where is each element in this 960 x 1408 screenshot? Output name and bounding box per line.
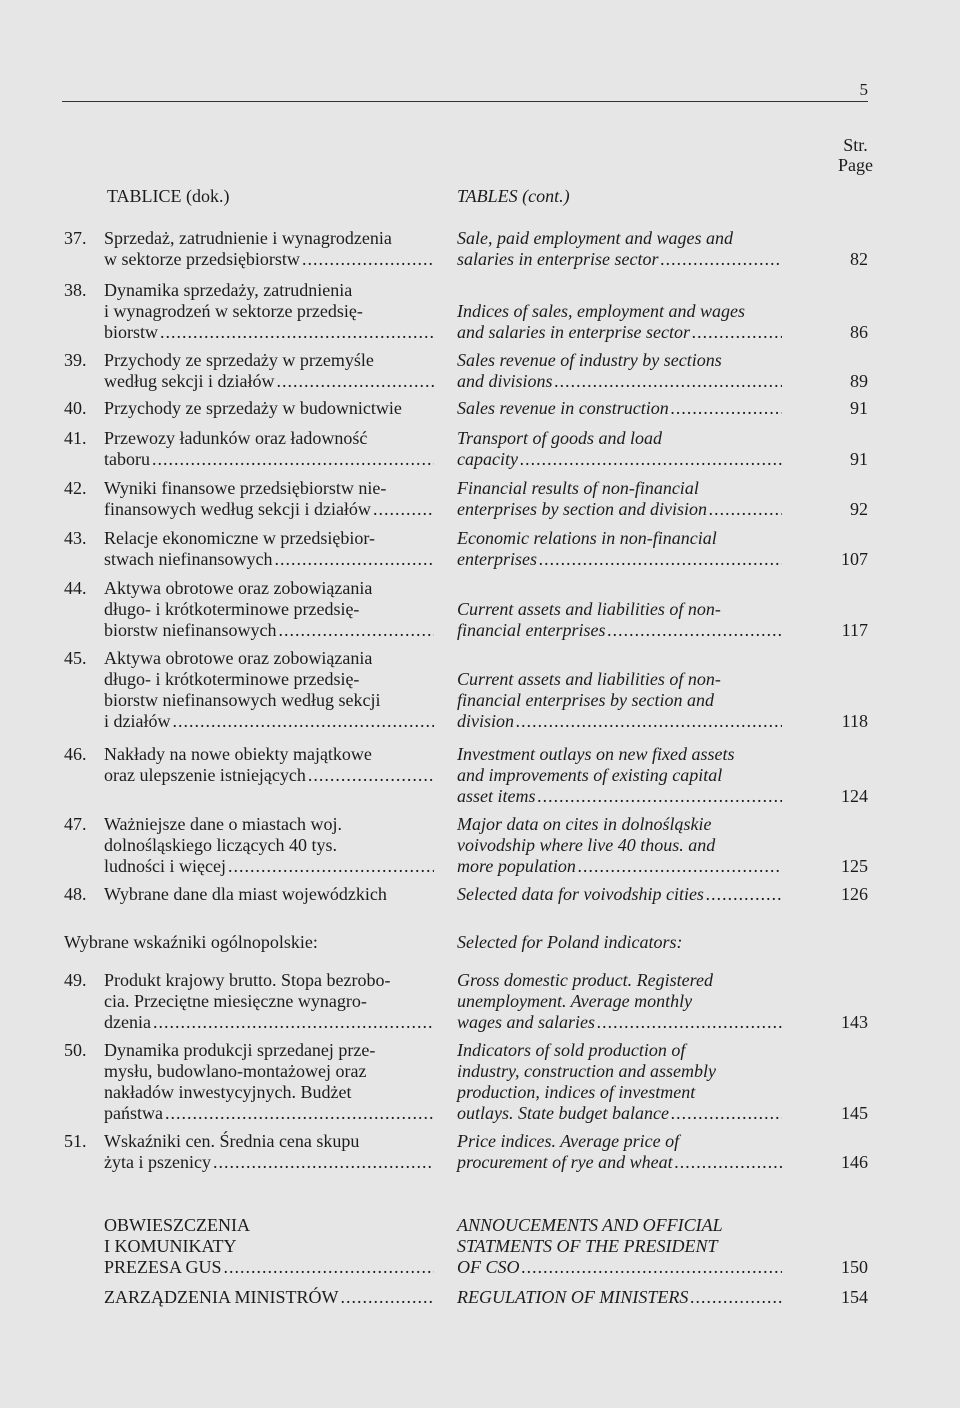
dot-leader xyxy=(671,1103,782,1124)
entry-page-number: 143 xyxy=(841,1012,868,1032)
entry-title-en-line: capacity xyxy=(457,449,518,469)
entry-title-en xyxy=(457,228,782,270)
entry-number: 51. xyxy=(64,1131,87,1151)
entry-title-en-line: Indicators of sold production of xyxy=(457,1040,686,1060)
entry-title-en-line: Current assets and liabilities of non- xyxy=(457,599,721,619)
entry-number: 39. xyxy=(64,350,87,370)
entry-title-pl-line: Wskaźniki cen. Średnia cena skupu xyxy=(104,1131,360,1151)
entry-title-pl xyxy=(104,1215,434,1278)
entry-title-pl xyxy=(104,578,434,641)
entry-title-en-line: Economic relations in non-financial xyxy=(457,528,717,548)
entry-title-en-line: enterprises xyxy=(457,549,537,569)
entry-title-pl-line: finansowych według sekcji i działów xyxy=(104,499,371,519)
entry-title-pl xyxy=(104,744,434,786)
entry-title-en-line: Gross domestic product. Registered xyxy=(457,970,713,990)
entry-title-pl-line: i wynagrodzeń w sektorze przedsię- xyxy=(104,301,363,321)
entry-title-pl-line: Aktywa obrotowe oraz zobowiązania xyxy=(104,578,373,598)
entry-title-en-line: financial enterprises xyxy=(457,620,606,640)
entry-title-en xyxy=(457,669,782,732)
entry-title-pl-line: nakładów inwestycyjnych. Budżet xyxy=(104,1082,352,1102)
header-rule xyxy=(62,101,868,102)
entry-page-number: 124 xyxy=(841,786,868,806)
entry-number: 46. xyxy=(64,744,87,764)
entry-page-number: 91 xyxy=(850,398,868,418)
entry-page-number: 154 xyxy=(841,1287,868,1307)
entry-title-en-line: STATMENTS OF THE PRESIDENT xyxy=(457,1236,718,1256)
dot-leader xyxy=(340,1287,434,1308)
entry-title-pl xyxy=(104,528,434,570)
entry-title-en-line: Price indices. Average price of xyxy=(457,1131,680,1151)
entry-title-en xyxy=(457,398,782,419)
entry-title-pl xyxy=(104,478,434,520)
entry-number: 42. xyxy=(64,478,87,498)
dot-leader xyxy=(520,449,782,470)
entry-title-pl xyxy=(104,398,434,419)
entry-title-pl-line: Ważniejsze dane o miastach woj. xyxy=(104,814,342,834)
entry-page-number: 126 xyxy=(841,884,868,904)
entry-title-pl xyxy=(104,350,434,392)
dot-leader xyxy=(302,249,434,270)
entry-title-pl-line: Przychody ze sprzedaży w przemyśle xyxy=(104,350,374,370)
dot-leader xyxy=(522,1257,783,1278)
entry-title-en xyxy=(457,1215,782,1278)
dot-leader xyxy=(274,549,434,570)
entry-page-number: 150 xyxy=(841,1257,868,1277)
entry-title-pl-line: Relacje ekonomiczne w przedsiębior- xyxy=(104,528,376,548)
entry-title-pl-line: długo- i krótkoterminowe przedsię- xyxy=(104,599,360,619)
entry-title-en xyxy=(457,884,782,905)
dot-leader xyxy=(160,322,434,343)
entry-title-pl xyxy=(104,1131,434,1173)
entry-number: 50. xyxy=(64,1040,87,1060)
entry-page-number: 82 xyxy=(850,249,868,269)
entry-title-en-line: ANNOUCEMENTS AND OFFICIAL xyxy=(457,1215,723,1235)
dot-leader xyxy=(607,620,782,641)
dot-leader xyxy=(539,549,782,570)
entry-title-en xyxy=(457,350,782,392)
dot-leader xyxy=(228,856,434,877)
entry-number: 38. xyxy=(64,280,87,300)
entry-title-pl-line: PREZESA GUS xyxy=(104,1257,222,1277)
entry-title-pl-line: cia. Przeciętne miesięczne wynagro- xyxy=(104,991,367,1011)
entry-title-pl-line: Aktywa obrotowe oraz zobowiązania xyxy=(104,648,373,668)
entry-title-en-line: enterprises by section and division xyxy=(457,499,707,519)
entry-title-en-line: salaries in enterprise sector xyxy=(457,249,659,269)
entry-title-en-line: and divisions xyxy=(457,371,553,391)
entry-page-number: 118 xyxy=(841,711,868,731)
dot-leader xyxy=(373,499,434,520)
entry-title-pl-line: państwa xyxy=(104,1103,163,1123)
entry-title-pl xyxy=(104,428,434,470)
dot-leader xyxy=(709,499,782,520)
entry-title-pl-line: OBWIESZCZENIA xyxy=(104,1215,250,1235)
entry-title-pl-line: dolnośląskiego liczących 40 tys. xyxy=(104,835,337,855)
dot-leader xyxy=(597,1012,782,1033)
entry-title-pl-line: biorstw niefinansowych xyxy=(104,620,277,640)
dot-leader xyxy=(555,371,782,392)
entry-title-en xyxy=(457,301,782,343)
entry-title-en-line: asset items xyxy=(457,786,536,806)
entry-title-pl-line: I KOMUNIKATY xyxy=(104,1236,237,1256)
dot-leader xyxy=(153,1012,434,1033)
entry-title-pl-line: Dynamika sprzedaży, zatrudnienia xyxy=(104,280,353,300)
entry-page-number: 91 xyxy=(850,449,868,469)
entry-title-en-line: financial enterprises by section and xyxy=(457,690,714,710)
entry-title-en-line: industry, construction and assembly xyxy=(457,1061,716,1081)
entry-title-en-line: voivodship where live 40 thous. and xyxy=(457,835,716,855)
entry-title-en xyxy=(457,814,782,877)
dot-leader xyxy=(516,711,782,732)
dot-leader xyxy=(276,371,434,392)
section-title-pl: TABLICE (dok.) xyxy=(107,186,230,206)
dot-leader xyxy=(538,786,783,807)
entry-title-en xyxy=(457,528,782,570)
subsection-title-en: Selected for Poland indicators: xyxy=(457,932,683,952)
entry-title-en-line: Selected data for voivodship cities xyxy=(457,884,704,904)
entry-page-number: 89 xyxy=(850,371,868,391)
entry-title-pl-line: dzenia xyxy=(104,1012,151,1032)
entry-title-en-line: Sales revenue in construction xyxy=(457,398,669,418)
entry-title-pl-line: biorstw niefinansowych według sekcji xyxy=(104,690,381,710)
entry-title-pl-line: Wybrane dane dla miast wojewódzkich xyxy=(104,884,387,904)
dot-leader xyxy=(671,398,782,419)
entry-title-pl-line: Sprzedaż, zatrudnienie i wynagrodzenia xyxy=(104,228,392,248)
entry-title-en xyxy=(457,428,782,470)
entry-title-pl-line: ludności i więcej xyxy=(104,856,226,876)
entry-page-number: 107 xyxy=(841,549,868,569)
entry-title-en xyxy=(457,1287,782,1308)
entry-title-pl-line: mysłu, budowlano-montażowej oraz xyxy=(104,1061,367,1081)
entry-title-pl-line: Nakłady na nowe obiekty majątkowe xyxy=(104,744,372,764)
entry-title-pl-line: Przewozy ładunków oraz ładowność xyxy=(104,428,368,448)
entry-title-en-line: more population xyxy=(457,856,576,876)
dot-leader xyxy=(172,711,434,732)
entry-number: 49. xyxy=(64,970,87,990)
entry-title-en xyxy=(457,478,782,520)
dot-leader xyxy=(690,1287,782,1308)
entry-title-pl-line: Przychody ze sprzedaży w budownictwie xyxy=(104,398,402,418)
entry-title-en-line: Sales revenue of industry by sections xyxy=(457,350,722,370)
entry-title-en xyxy=(457,970,782,1033)
entry-title-pl-line: oraz ulepszenie istniejących xyxy=(104,765,306,785)
subsection-title-pl: Wybrane wskaźniki ogólnopolskie: xyxy=(64,932,318,952)
entry-title-en xyxy=(457,1040,782,1124)
entry-title-en-line: unemployment. Average monthly xyxy=(457,991,693,1011)
entry-title-en-line: Major data on cites in dolnośląskie xyxy=(457,814,712,834)
entry-number: 43. xyxy=(64,528,87,548)
dot-leader xyxy=(660,249,782,270)
entry-title-pl-line: długo- i krótkoterminowe przedsię- xyxy=(104,669,360,689)
entry-title-pl-line: żyta i pszenicy xyxy=(104,1152,211,1172)
dot-leader xyxy=(308,765,434,786)
entry-title-pl xyxy=(104,228,434,270)
entry-number: 44. xyxy=(64,578,87,598)
dot-leader xyxy=(224,1257,434,1278)
page-column-label-en: Page xyxy=(838,155,873,175)
dot-leader xyxy=(152,449,434,470)
entry-page-number: 86 xyxy=(850,322,868,342)
entry-title-en-line: procurement of rye and wheat xyxy=(457,1152,673,1172)
entry-title-en-line: Transport of goods and load xyxy=(457,428,663,448)
dot-leader xyxy=(692,322,782,343)
entry-title-en xyxy=(457,599,782,641)
entry-title-en-line: wages and salaries xyxy=(457,1012,596,1032)
entry-title-pl xyxy=(104,814,434,877)
entry-title-pl-line: biorstw xyxy=(104,322,158,342)
entry-title-pl-line: w sektorze przedsiębiorstw xyxy=(104,249,300,269)
entry-title-en-line: REGULATION OF MINISTERS xyxy=(457,1287,689,1307)
entry-title-en-line: and salaries in enterprise sector xyxy=(457,322,690,342)
entry-page-number: 92 xyxy=(850,499,868,519)
entry-title-en-line: and improvements of existing capital xyxy=(457,765,723,785)
entry-title-pl xyxy=(104,280,434,343)
entry-title-pl xyxy=(104,648,434,732)
entry-number: 37. xyxy=(64,228,87,248)
page-column-label-pl: Str. xyxy=(843,135,868,155)
dot-leader xyxy=(165,1103,434,1124)
entry-title-en-line: Indices of sales, employment and wages xyxy=(457,301,745,321)
entry-number: 45. xyxy=(64,648,87,668)
page-number: 5 xyxy=(859,80,868,99)
dot-leader xyxy=(675,1152,782,1173)
entry-title-en-line: outlays. State budget balance xyxy=(457,1103,669,1123)
entry-title-pl xyxy=(104,970,434,1033)
entry-page-number: 146 xyxy=(841,1152,868,1172)
entry-number: 48. xyxy=(64,884,87,904)
entry-title-pl xyxy=(104,1040,434,1124)
entry-title-pl-line: Wyniki finansowe przedsiębiorstw nie- xyxy=(104,478,387,498)
entry-title-pl xyxy=(104,884,434,905)
dot-leader xyxy=(278,620,434,641)
entry-page-number: 117 xyxy=(841,620,868,640)
entry-title-en-line: Financial results of non-financial xyxy=(457,478,699,498)
dot-leader xyxy=(706,884,782,905)
entry-title-en xyxy=(457,1131,782,1173)
entry-title-pl-line: i działów xyxy=(104,711,171,731)
entry-number: 41. xyxy=(64,428,87,448)
entry-title-en xyxy=(457,744,782,807)
entry-page-number: 145 xyxy=(841,1103,868,1123)
entry-number: 47. xyxy=(64,814,87,834)
entry-title-en-line: Current assets and liabilities of non- xyxy=(457,669,721,689)
dot-leader xyxy=(213,1152,434,1173)
entry-title-en-line: production, indices of investment xyxy=(457,1082,696,1102)
entry-title-pl-line: ZARZĄDZENIA MINISTRÓW xyxy=(104,1287,339,1307)
entry-title-en-line: Sale, paid employment and wages and xyxy=(457,228,733,248)
entry-title-pl xyxy=(104,1287,434,1308)
entry-title-pl-line: taboru xyxy=(104,449,150,469)
section-title-en: TABLES (cont.) xyxy=(457,186,570,206)
entry-title-en-line: OF CSO xyxy=(457,1257,520,1277)
entry-number: 40. xyxy=(64,398,87,418)
entry-title-pl-line: stwach niefinansowych xyxy=(104,549,273,569)
entry-title-pl-line: Produkt krajowy brutto. Stopa bezrobo- xyxy=(104,970,391,990)
entry-title-en-line: Investment outlays on new fixed assets xyxy=(457,744,735,764)
dot-leader xyxy=(578,856,782,877)
entry-title-pl-line: Dynamika produkcji sprzedanej prze- xyxy=(104,1040,376,1060)
entry-title-en-line: division xyxy=(457,711,514,731)
entry-title-pl-line: według sekcji i działów xyxy=(104,371,275,391)
entry-page-number: 125 xyxy=(841,856,868,876)
page-column-header xyxy=(838,135,873,175)
